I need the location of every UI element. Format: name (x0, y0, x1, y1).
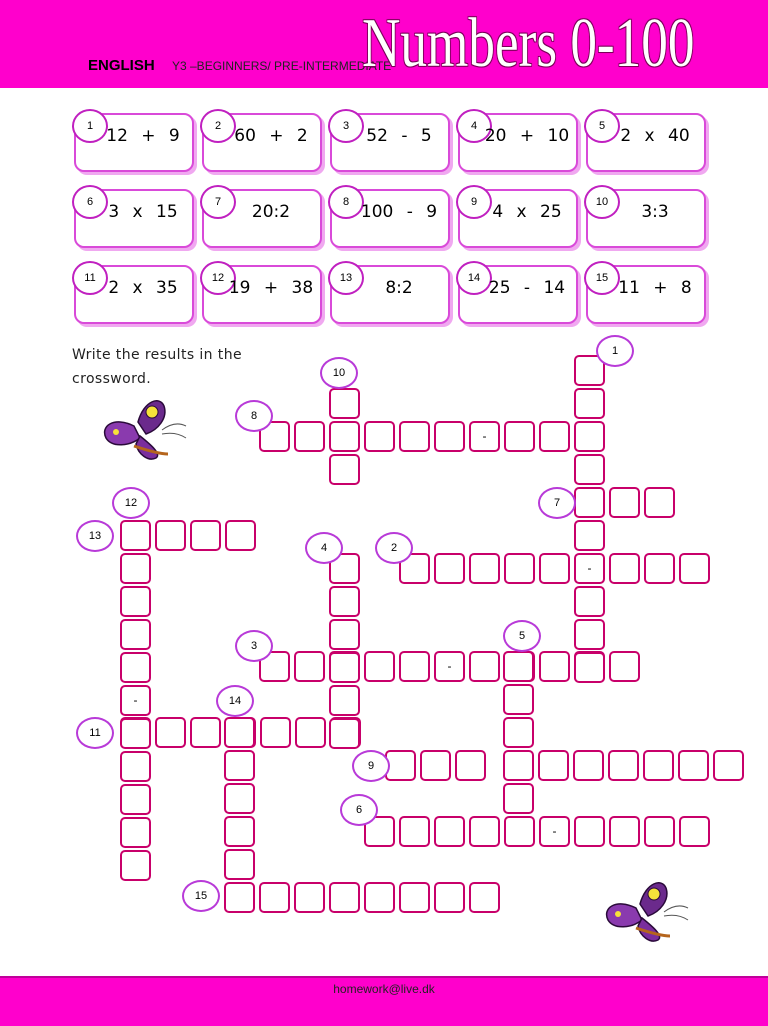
crossword-cell[interactable]: - (539, 816, 570, 847)
problem-expression: 19 + 38 (228, 278, 314, 298)
page-title: Numbers 0-100 (362, 5, 695, 82)
problem-card (586, 189, 706, 248)
clue-label: 11 (76, 717, 114, 749)
crossword-cell[interactable] (329, 718, 360, 749)
footer-email: homework@live.dk (333, 982, 435, 996)
clue-label: 5 (503, 620, 541, 652)
clue-label: 2 (375, 532, 413, 564)
crossword-cell[interactable] (504, 816, 535, 847)
crossword-cell[interactable] (574, 454, 605, 485)
crossword-cell[interactable] (420, 750, 451, 781)
problem-card (330, 189, 450, 248)
problem-expression: 8:2 (385, 278, 413, 298)
problem-number: 13 (328, 261, 364, 295)
problem-card (330, 113, 450, 172)
crossword-cell[interactable] (713, 750, 744, 781)
crossword-cell[interactable] (329, 586, 360, 617)
crossword-cell[interactable] (224, 750, 255, 781)
crossword-cell[interactable] (469, 882, 500, 913)
crossword-cell[interactable] (294, 651, 325, 682)
crossword-cell[interactable] (434, 816, 465, 847)
crossword-cell[interactable] (224, 849, 255, 880)
problem-card (458, 265, 578, 324)
problem-number: 6 (72, 185, 108, 219)
problem-card (74, 189, 194, 248)
problem-expression: 100 - 9 (360, 202, 438, 222)
crossword-cell[interactable] (469, 651, 500, 682)
crossword-cell[interactable] (679, 553, 710, 584)
crossword-cell[interactable] (224, 816, 255, 847)
crossword-cell[interactable] (455, 750, 486, 781)
clue-label: 15 (182, 880, 220, 912)
crossword-cell[interactable] (329, 685, 360, 716)
clue-label: 7 (538, 487, 576, 519)
crossword-cell[interactable] (399, 651, 430, 682)
crossword-cell[interactable] (120, 553, 151, 584)
crossword-cell[interactable] (294, 882, 325, 913)
crossword-cell[interactable] (608, 750, 639, 781)
crossword-cell[interactable] (609, 487, 640, 518)
crossword-cell[interactable] (329, 388, 360, 419)
problem-expression: 11 + 8 (618, 278, 692, 298)
crossword-cell[interactable] (469, 553, 500, 584)
crossword-cell[interactable]: - (469, 421, 500, 452)
crossword-cell[interactable] (573, 750, 604, 781)
crossword-cell[interactable] (120, 718, 151, 749)
butterfly-icon (596, 878, 692, 944)
problem-card (458, 113, 578, 172)
crossword-cell[interactable] (399, 882, 430, 913)
problem-card (586, 265, 706, 324)
instructions-text: Write the results in the crossword. (72, 347, 242, 387)
crossword-cell[interactable] (644, 816, 675, 847)
crossword-cell[interactable] (399, 421, 430, 452)
crossword-cell[interactable] (574, 520, 605, 551)
crossword-cell[interactable]: - (120, 685, 151, 716)
crossword-cell[interactable] (644, 553, 675, 584)
crossword-cell[interactable] (225, 520, 256, 551)
clue-label: 13 (76, 520, 114, 552)
crossword-cell[interactable] (329, 421, 360, 452)
crossword-cell[interactable] (434, 882, 465, 913)
crossword-cell[interactable] (574, 816, 605, 847)
problem-number: 4 (456, 109, 492, 143)
crossword-cell[interactable] (190, 520, 221, 551)
crossword-cell[interactable] (539, 651, 570, 682)
crossword-cell[interactable] (120, 652, 151, 683)
problem-expression: 20 + 10 (484, 126, 570, 146)
crossword-cell[interactable] (469, 816, 500, 847)
level-label: Y3 –BEGINNERS/ PRE-INTERMEDIATE (172, 59, 392, 73)
crossword-cell[interactable] (155, 520, 186, 551)
crossword-cell[interactable] (120, 751, 151, 782)
problem-number: 7 (200, 185, 236, 219)
crossword-cell[interactable]: - (574, 553, 605, 584)
crossword-cell[interactable] (679, 816, 710, 847)
clue-label: 4 (305, 532, 343, 564)
problem-expression: 4 x 25 (492, 202, 562, 222)
crossword-cell[interactable] (294, 421, 325, 452)
crossword-cell[interactable] (644, 487, 675, 518)
problem-card (458, 189, 578, 248)
crossword-cell[interactable] (503, 684, 534, 715)
crossword-cell[interactable] (503, 750, 534, 781)
clue-label: 3 (235, 630, 273, 662)
crossword-cell[interactable] (120, 817, 151, 848)
problem-expression: 60 + 2 (234, 126, 308, 146)
clue-label: 14 (216, 685, 254, 717)
problem-number: 11 (72, 261, 108, 295)
crossword-cell[interactable] (504, 421, 535, 452)
crossword-cell[interactable] (434, 553, 465, 584)
crossword-cell[interactable] (574, 619, 605, 650)
crossword-cell[interactable] (120, 586, 151, 617)
problem-number: 3 (328, 109, 364, 143)
problem-card (330, 265, 450, 324)
clue-label: 12 (112, 487, 150, 519)
crossword-cell[interactable] (120, 850, 151, 881)
crossword-cell[interactable] (539, 421, 570, 452)
crossword-cell[interactable] (364, 882, 395, 913)
crossword-cell[interactable] (399, 816, 430, 847)
crossword-cell[interactable] (120, 784, 151, 815)
problem-number: 12 (200, 261, 236, 295)
clue-label: 1 (596, 335, 634, 367)
crossword-cell[interactable] (155, 717, 186, 748)
problem-expression: 20:2 (251, 202, 291, 222)
crossword-cell[interactable] (504, 553, 535, 584)
crossword-cell[interactable] (295, 717, 326, 748)
problem-number: 9 (456, 185, 492, 219)
butterfly-icon (94, 396, 190, 462)
problem-card (202, 189, 322, 248)
problem-number: 1 (72, 109, 108, 143)
clue-label: 9 (352, 750, 390, 782)
problem-expression: 3 x 15 (108, 202, 178, 222)
problem-card (586, 113, 706, 172)
problem-number: 5 (584, 109, 620, 143)
crossword-cell[interactable] (260, 717, 291, 748)
crossword-cell[interactable] (259, 882, 290, 913)
crossword-cell[interactable] (329, 619, 360, 650)
problem-number: 14 (456, 261, 492, 295)
problem-expression: 52 - 5 (366, 126, 432, 146)
crossword-cell[interactable] (329, 882, 360, 913)
crossword-cell[interactable] (574, 388, 605, 419)
crossword-cell[interactable] (503, 717, 534, 748)
crossword-cell[interactable] (503, 783, 534, 814)
problem-number: 10 (584, 185, 620, 219)
problem-expression: 2 x 35 (108, 278, 178, 298)
crossword-cell[interactable] (190, 717, 221, 748)
crossword-cell[interactable] (224, 783, 255, 814)
crossword-cell[interactable] (574, 586, 605, 617)
crossword-cell[interactable] (643, 750, 674, 781)
crossword-cell[interactable] (678, 750, 709, 781)
crossword-cell[interactable] (364, 651, 395, 682)
crossword-cell[interactable]: - (434, 651, 465, 682)
crossword-cell[interactable] (503, 651, 534, 682)
crossword-cell[interactable] (224, 882, 255, 913)
crossword-cell[interactable] (609, 553, 640, 584)
clue-label: 10 (320, 357, 358, 389)
crossword-cell[interactable] (434, 421, 465, 452)
problem-expression: 3:3 (641, 202, 669, 222)
problem-card (74, 265, 194, 324)
subject-label: ENGLISH (88, 57, 155, 74)
clue-label: 6 (340, 794, 378, 826)
problem-card (202, 113, 322, 172)
crossword-cell[interactable] (574, 652, 605, 683)
crossword-cell[interactable] (120, 619, 151, 650)
crossword-cell[interactable] (574, 421, 605, 452)
problem-number: 8 (328, 185, 364, 219)
clue-label: 8 (235, 400, 273, 432)
crossword-cell[interactable] (329, 454, 360, 485)
problem-expression: 25 - 14 (488, 278, 566, 298)
crossword-cell[interactable] (538, 750, 569, 781)
crossword-cell[interactable] (609, 651, 640, 682)
crossword-cell[interactable] (539, 553, 570, 584)
crossword-cell[interactable] (329, 652, 360, 683)
problem-expression: 12 + 9 (106, 126, 180, 146)
crossword-cell[interactable] (364, 421, 395, 452)
problem-card (202, 265, 322, 324)
crossword-cell[interactable] (224, 717, 255, 748)
crossword-cell[interactable] (609, 816, 640, 847)
problem-number: 15 (584, 261, 620, 295)
problem-card (74, 113, 194, 172)
problem-number: 2 (200, 109, 236, 143)
crossword-cell[interactable] (120, 520, 151, 551)
crossword-cell[interactable] (574, 487, 605, 518)
problem-expression: 2 x 40 (620, 126, 690, 146)
